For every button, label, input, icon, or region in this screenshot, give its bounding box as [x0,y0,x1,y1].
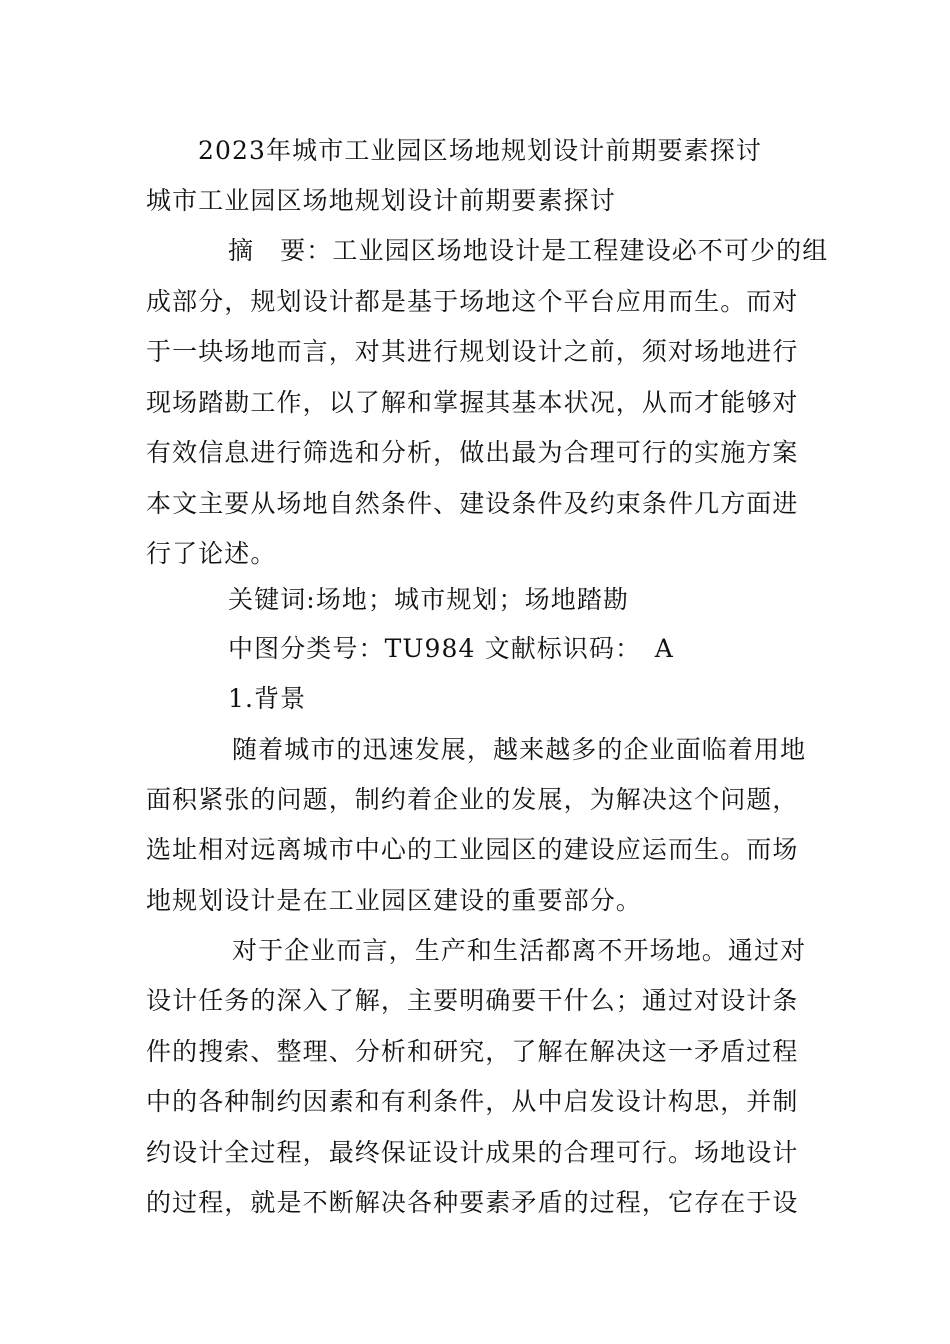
keywords: 关键词:场地；城市规划；场地踏勘 [228,585,630,614]
classification: 中图分类号：TU984 文献标识码： A [228,634,674,663]
paragraph-line: 件的搜索、整理、分析和研究，了解在解决这一矛盾过程 [146,1037,799,1066]
paragraph-line: 约设计全过程，最终保证设计成果的合理可行。场地设计 [146,1138,799,1167]
paragraph-line: 中的各种制约因素和有利条件，从中启发设计构思，并制 [146,1087,799,1116]
abstract-line: 成部分，规划设计都是基于场地这个平台应用而生。而对 [146,287,799,316]
document-subtitle: 城市工业园区场地规划设计前期要素探讨 [146,186,616,215]
paragraph-line: 的过程，就是不断解决各种要素矛盾的过程，它存在于设 [146,1188,799,1217]
abstract-line: 本文主要从场地自然条件、建设条件及约束条件几方面进 [146,489,799,518]
paragraph-line: 设计任务的深入了解，主要明确要干什么；通过对设计条 [146,986,799,1015]
paragraph-line: 随着城市的迅速发展，越来越多的企业面临着用地 [232,735,807,764]
paragraph-line: 面积紧张的问题，制约着企业的发展，为解决这个问题， [146,785,799,814]
abstract-line: 摘 要：工业园区场地设计是工程建设必不可少的组 [228,236,829,265]
section-heading: 1.背景 [228,684,307,713]
document-title: 2023年城市工业园区场地规划设计前期要素探讨 [198,136,762,165]
abstract-line: 行了论述。 [146,539,277,568]
paragraph-line: 选址相对远离城市中心的工业园区的建设应运而生。而场 [146,835,799,864]
paragraph-line: 地规划设计是在工业园区建设的重要部分。 [146,886,642,915]
abstract-line: 有效信息进行筛选和分析，做出最为合理可行的实施方案 [146,438,799,467]
paragraph-line: 对于企业而言，生产和生活都离不开场地。通过对 [232,936,807,965]
abstract-line: 于一块场地而言，对其进行规划设计之前，须对场地进行 [146,337,799,366]
abstract-line: 现场踏勘工作，以了解和掌握其基本状况，从而才能够对 [146,388,799,417]
